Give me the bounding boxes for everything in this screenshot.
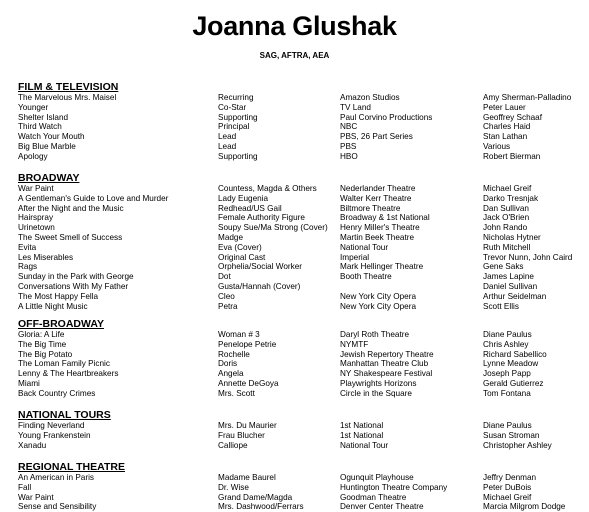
credit-director: Scott Ellis [483, 301, 519, 311]
section-2 [18, 318, 588, 399]
credit-row [18, 152, 588, 162]
credit-title: Back Country Crimes [18, 388, 96, 398]
credit-venue: Booth Theatre [340, 272, 392, 282]
credit-title: The Sweet Smell of Success [18, 232, 123, 242]
credit-role: Frau Blucher [218, 430, 265, 440]
credit-role: Penelope Petrie [218, 339, 277, 349]
credit-director: Ruth Mitchell [483, 242, 531, 252]
credit-director: Geoffrey Schaaf [483, 112, 543, 122]
credit-row [18, 213, 588, 223]
credit-director: Jeffry Denman [483, 473, 537, 482]
credit-director: Peter DuBois [483, 482, 532, 492]
credit-role: Angela [218, 369, 244, 379]
credit-director: Gene Saks [483, 262, 524, 272]
credit-row [18, 441, 588, 451]
credit-title: An American in Paris [18, 473, 94, 482]
section-title: BROADWAY [18, 172, 80, 184]
credit-director: Joseph Papp [483, 369, 531, 379]
credit-director: Jack O'Brien [483, 213, 530, 223]
section-title: REGIONAL THEATRE [18, 461, 125, 473]
credit-title: War Paint [18, 184, 54, 193]
credit-row [18, 103, 588, 113]
credit-venue: 1st National [340, 421, 384, 430]
credit-director: Daniel Sullivan [483, 281, 538, 291]
credit-row [18, 369, 588, 379]
credit-row [18, 421, 588, 431]
credit-venue: Huntington Theatre Company [340, 482, 448, 492]
credit-title: Sense and Sensibility [18, 502, 97, 512]
credit-venue: Jewish Repertory Theatre [340, 349, 434, 359]
credit-director: Nicholas Hytner [483, 232, 541, 242]
credit-director: Marcia Milgrom Dodge [483, 502, 566, 512]
credit-venue: Broadway & 1st National [340, 213, 430, 223]
credit-venue: 1st National [340, 430, 384, 440]
credit-row [18, 93, 588, 103]
credit-director: Amy Sherman-Palladino [483, 93, 572, 102]
credit-venue: Nederlander Theatre [340, 184, 416, 193]
credit-role: Orphelia/Social Worker [218, 262, 303, 272]
credit-venue: Daryl Roth Theatre [340, 330, 410, 339]
credit-director: Michael Greif [483, 184, 532, 193]
section-title: FILM & TELEVISION [18, 81, 119, 93]
section-4 [18, 461, 588, 512]
credit-row [18, 330, 588, 340]
credit-title: Rags [18, 262, 38, 272]
credit-role: Principal [218, 122, 250, 132]
credit-title: Gloria: A Life [18, 330, 65, 339]
credit-row [18, 184, 588, 194]
credit-row [18, 204, 588, 214]
credit-director: Chris Ashley [483, 339, 529, 349]
credit-row [18, 379, 588, 389]
credit-role: Doris [218, 359, 238, 369]
credit-title: Younger [18, 102, 49, 112]
credit-title: War Paint [18, 492, 54, 502]
credit-title: Hairspray [18, 213, 54, 223]
credit-venue: NY Shakespeare Festival [340, 369, 433, 379]
credit-venue: PBS [340, 141, 357, 151]
credit-venue: TV Land [340, 102, 371, 112]
credit-director: Trevor Nunn, John Caird [483, 252, 573, 262]
credit-role: Madge [218, 232, 244, 242]
credit-title: Sunday in the Park with George [18, 272, 134, 282]
credit-role: Dot [218, 272, 231, 282]
credit-title: After the Night and the Music [18, 203, 124, 213]
credit-role: Recurring [218, 93, 254, 102]
credit-row [18, 302, 588, 312]
credit-row [18, 272, 588, 282]
credit-venue: Goodman Theatre [340, 492, 407, 502]
credit-role: Countess, Magda & Others [218, 184, 317, 193]
credit-row [18, 233, 588, 243]
credit-venue: Playwrights Horizons [340, 378, 417, 388]
credit-row [18, 389, 588, 399]
credit-venue: Imperial [340, 252, 370, 262]
credit-title: The Most Happy Fella [18, 291, 99, 301]
credit-venue: Paul Corvino Productions [340, 112, 433, 122]
credit-row [18, 359, 588, 369]
credit-row [18, 253, 588, 263]
credit-director: Charles Haid [483, 122, 531, 132]
credit-venue: National Tour [340, 242, 389, 252]
credit-director: Lynne Meadow [483, 359, 539, 369]
credit-role: Lady Eugenia [218, 193, 269, 203]
credit-title: Watch Your Mouth [18, 132, 85, 142]
credit-venue: Circle in the Square [340, 388, 412, 398]
credit-director: Dan Sullivan [483, 203, 529, 213]
credit-director: John Rando [483, 223, 528, 233]
credit-row [18, 493, 588, 503]
credit-row [18, 292, 588, 302]
credit-title: Big Blue Marble [18, 141, 76, 151]
credit-title: Lenny & The Heartbreakers [18, 369, 119, 379]
credit-role: Woman # 3 [218, 330, 260, 339]
credit-title: Xanadu [18, 440, 47, 450]
credit-director: Darko Tresnjak [483, 193, 539, 203]
credit-title: The Loman Family Picnic [18, 359, 110, 369]
credit-venue: Martin Beek Theatre [340, 232, 415, 242]
credit-title: Les Miserables [18, 252, 74, 262]
section-title: OFF-BROADWAY [18, 318, 104, 330]
credit-director: Stan Lathan [483, 132, 528, 142]
credit-role: Redhead/US Gail [218, 203, 282, 213]
credit-row [18, 194, 588, 204]
section-3 [18, 409, 588, 450]
credit-role: Soupy Sue/Ma Strong (Cover) [218, 223, 328, 233]
credit-role: Mrs. Scott [218, 388, 255, 398]
credit-title: The Marvelous Mrs. Maisel [18, 93, 117, 102]
credit-director: Christopher Ashley [483, 440, 552, 450]
credit-venue: NYMTF [340, 339, 369, 349]
credit-title: Miami [18, 378, 40, 388]
credit-venue: New York City Opera [340, 291, 416, 301]
credit-role: Mrs. Dashwood/Ferrars [218, 502, 304, 512]
credit-title: Evita [18, 242, 37, 252]
credit-role: Mrs. Du Maurier [218, 421, 277, 430]
credit-director: Tom Fontana [483, 388, 531, 398]
section-0 [18, 81, 588, 162]
credit-role: Original Cast [218, 252, 266, 262]
union-affiliations: SAG, AFTRA, AEA [259, 51, 330, 60]
credit-role: Gusta/Hannah (Cover) [218, 281, 301, 291]
credit-title: A Little Night Music [18, 301, 88, 311]
credit-title: Urinetown [18, 223, 55, 233]
section-1 [18, 172, 588, 311]
credit-row [18, 340, 588, 350]
credit-row [18, 243, 588, 253]
credit-venue: Denver Center Theatre [340, 502, 424, 512]
credit-venue: National Tour [340, 440, 389, 450]
credit-venue: Manhattan Theatre Club [340, 359, 429, 369]
actor-name: Joanna Glushak [192, 11, 397, 41]
credit-venue: Walter Kerr Theatre [340, 193, 412, 203]
credit-role: Cleo [218, 291, 235, 301]
credit-director: Robert Bierman [483, 151, 541, 161]
credit-title: Conversations With My Father [18, 281, 129, 291]
credit-role: Rochelle [218, 349, 250, 359]
credit-row [18, 223, 588, 233]
credit-venue: Amazon Studios [340, 93, 400, 102]
credit-title: Third Watch [18, 122, 62, 132]
credit-title: The Big Potato [18, 349, 73, 359]
credit-row [18, 282, 588, 292]
credit-director: Susan Stroman [483, 430, 540, 440]
credit-venue: HBO [340, 151, 358, 161]
credit-director: Diane Paulus [483, 421, 532, 430]
credit-role: Petra [218, 301, 238, 311]
credit-title: Finding Neverland [18, 421, 85, 430]
credit-role: Supporting [218, 151, 258, 161]
credit-venue: NBC [340, 122, 358, 132]
credit-venue: Mark Hellinger Theatre [340, 262, 424, 272]
credit-row [18, 431, 588, 441]
credit-director: Various [483, 141, 511, 151]
credit-title: Young Frankenstein [18, 430, 91, 440]
credit-role: Lead [218, 132, 237, 142]
credit-venue: Ogunquit Playhouse [340, 473, 414, 482]
credit-title: Fall [18, 482, 32, 492]
credit-role: Lead [218, 141, 237, 151]
credit-director: James Lapine [483, 272, 534, 282]
credit-row [18, 473, 588, 483]
credit-row [18, 142, 588, 152]
credit-role: Grand Dame/Magda [218, 492, 293, 502]
credit-role: Dr. Wise [218, 482, 249, 492]
credit-role: Co-Star [218, 102, 247, 112]
credit-title: A Gentleman's Guide to Love and Murder [18, 193, 169, 203]
credit-role: Annette DeGoya [218, 378, 279, 388]
credit-role: Calliope [218, 440, 248, 450]
credit-title: The Big Time [18, 339, 67, 349]
credit-row [18, 350, 588, 360]
credit-director: Michael Greif [483, 492, 532, 502]
section-title: NATIONAL TOURS [18, 409, 111, 421]
credit-role: Eva (Cover) [218, 242, 262, 252]
credit-row [18, 132, 588, 142]
credit-venue: Henry Miller's Theatre [340, 223, 420, 233]
credit-venue: Biltmore Theatre [340, 203, 401, 213]
credit-director: Diane Paulus [483, 330, 532, 339]
credit-director: Richard Sabellico [483, 349, 547, 359]
credit-row [18, 502, 588, 512]
credit-title: Apology [18, 151, 48, 161]
credit-row [18, 122, 588, 132]
credit-director: Gerald Gutierrez [483, 378, 544, 388]
credit-venue: New York City Opera [340, 301, 416, 311]
credit-role: Madame Baurel [218, 473, 276, 482]
credit-venue: PBS, 26 Part Series [340, 132, 413, 142]
credit-director: Arthur Seidelman [483, 291, 547, 301]
credit-director: Peter Lauer [483, 102, 526, 112]
credit-role: Supporting [218, 112, 258, 122]
credit-row [18, 483, 588, 493]
credit-row [18, 262, 588, 272]
credit-row [18, 113, 588, 123]
credit-role: Female Authority Figure [218, 213, 305, 223]
credit-title: Shelter Island [18, 112, 69, 122]
